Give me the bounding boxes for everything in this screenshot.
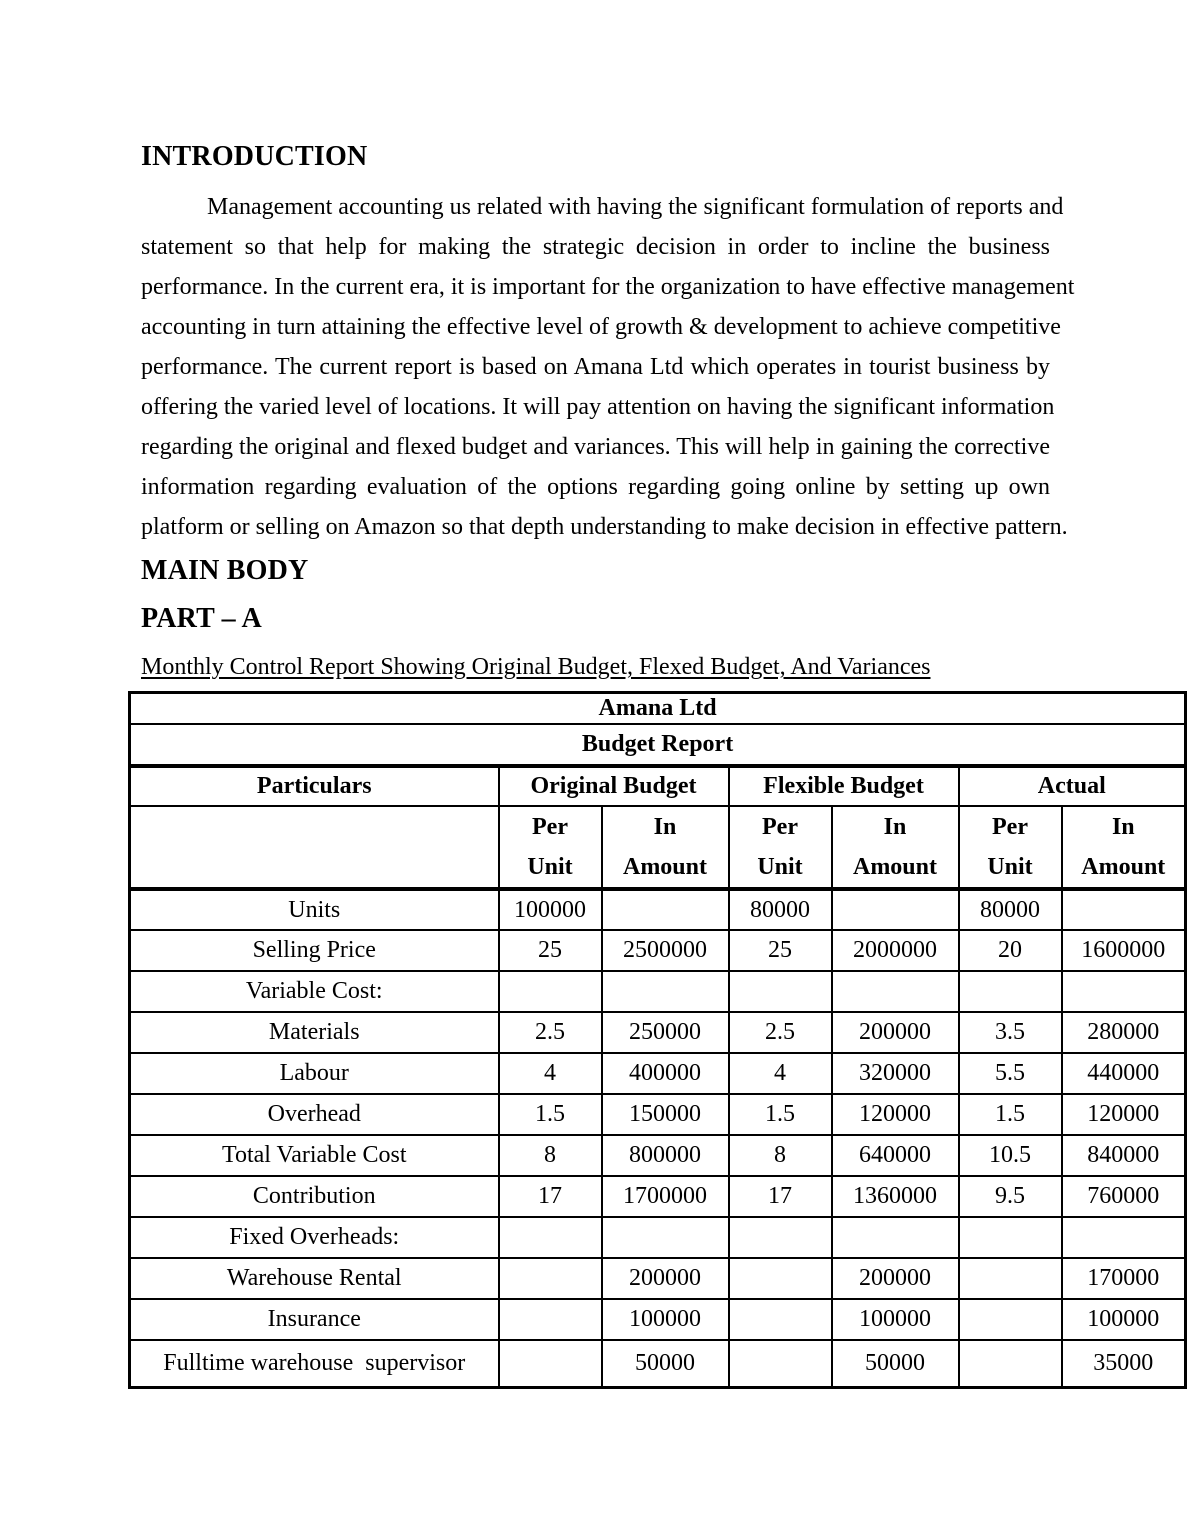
subheader-flexible-per-unit bbox=[729, 806, 832, 889]
table-cell bbox=[959, 971, 1062, 1012]
table-cell: 640000 bbox=[832, 1135, 959, 1176]
paragraph-line: Management accounting us related with having the significant formulation of reports and bbox=[207, 194, 1064, 220]
table-cell: 1360000 bbox=[832, 1176, 959, 1217]
table-row bbox=[130, 1217, 1186, 1258]
table-row bbox=[130, 1340, 1186, 1387]
column-header-original-budget: Original Budget bbox=[499, 766, 729, 806]
table-cell: 3.5 bbox=[959, 1012, 1062, 1053]
table-cell bbox=[729, 971, 832, 1012]
table-row bbox=[130, 1094, 1186, 1135]
row-label: Contribution bbox=[130, 1176, 499, 1217]
subheader-line: Amount bbox=[1081, 854, 1166, 880]
budget-table-body bbox=[130, 889, 1186, 1387]
table-cell: 50000 bbox=[602, 1340, 729, 1387]
table-cell: 400000 bbox=[602, 1053, 729, 1094]
row-label: Insurance bbox=[130, 1299, 499, 1340]
table-cell bbox=[499, 1217, 602, 1258]
table-cell: 1.5 bbox=[499, 1094, 602, 1135]
subheader-actual-per-unit bbox=[959, 806, 1062, 889]
subheader-line: Unit bbox=[757, 854, 803, 880]
table-cell: 35000 bbox=[1062, 1340, 1186, 1387]
table-cell: 100000 bbox=[602, 1299, 729, 1340]
row-label: Units bbox=[130, 889, 499, 930]
subheader-line: Unit bbox=[527, 854, 573, 880]
table-cell bbox=[602, 889, 729, 930]
paragraph-line: performance. The current report is based on Amana Ltd which operates in tourist business by bbox=[141, 354, 1050, 380]
table-cell: 1700000 bbox=[602, 1176, 729, 1217]
table-cell: 9.5 bbox=[959, 1176, 1062, 1217]
subheader-line: Per bbox=[532, 814, 568, 840]
table-cell: 150000 bbox=[602, 1094, 729, 1135]
table-cell bbox=[832, 1217, 959, 1258]
table-cell: 170000 bbox=[1062, 1258, 1186, 1299]
table-subtitle: Budget Report bbox=[130, 724, 1186, 766]
table-cell: 17 bbox=[499, 1176, 602, 1217]
table-cell bbox=[602, 1217, 729, 1258]
table-cell bbox=[729, 1217, 832, 1258]
table-cell: 8 bbox=[729, 1135, 832, 1176]
table-cell bbox=[959, 1299, 1062, 1340]
row-label: Fulltime warehouse supervisor bbox=[130, 1340, 499, 1387]
table-cell: 250000 bbox=[602, 1012, 729, 1053]
paragraph-line: offering the varied level of locations. It will pay attention on having the significant information bbox=[141, 394, 1055, 420]
table-cell: 17 bbox=[729, 1176, 832, 1217]
table-cell bbox=[1062, 1217, 1186, 1258]
table-cell bbox=[729, 1340, 832, 1387]
table-row bbox=[130, 930, 1186, 971]
table-cell bbox=[832, 971, 959, 1012]
table-cell: 1.5 bbox=[729, 1094, 832, 1135]
table-cell: 50000 bbox=[832, 1340, 959, 1387]
subheader-original-in-amount bbox=[602, 806, 729, 889]
subheader-actual-in-amount bbox=[1062, 806, 1186, 889]
table-cell: 2500000 bbox=[602, 930, 729, 971]
table-cell bbox=[959, 1340, 1062, 1387]
row-label: Overhead bbox=[130, 1094, 499, 1135]
table-cell: 120000 bbox=[1062, 1094, 1186, 1135]
subheader-line: Amount bbox=[852, 854, 937, 880]
heading-main-body: MAIN BODY bbox=[141, 555, 309, 586]
table-cell: 2000000 bbox=[832, 930, 959, 971]
row-label: Warehouse Rental bbox=[130, 1258, 499, 1299]
subheader-line: Unit bbox=[987, 854, 1033, 880]
row-label: Labour bbox=[130, 1053, 499, 1094]
table-row bbox=[130, 1012, 1186, 1053]
subheader-line: In bbox=[883, 814, 907, 840]
table-cell: 800000 bbox=[602, 1135, 729, 1176]
paragraph-line: accounting in turn attaining the effective level of growth & development to achieve competitive bbox=[141, 314, 1061, 340]
table-row bbox=[130, 1053, 1186, 1094]
table-row bbox=[130, 1176, 1186, 1217]
table-cell: 280000 bbox=[1062, 1012, 1186, 1053]
table-cell: 80000 bbox=[959, 889, 1062, 930]
row-label: Total Variable Cost bbox=[130, 1135, 499, 1176]
table-cell: 100000 bbox=[1062, 1299, 1186, 1340]
table-cell: 1.5 bbox=[959, 1094, 1062, 1135]
budget-table bbox=[128, 691, 1187, 1389]
table-cell bbox=[499, 1340, 602, 1387]
table-cell bbox=[602, 971, 729, 1012]
column-header-flexible-budget: Flexible Budget bbox=[729, 766, 959, 806]
subheader-line: Amount bbox=[622, 854, 707, 880]
subheader-original-per-unit bbox=[499, 806, 602, 889]
paragraph-line: platform or selling on Amazon so that depth understanding to make decision in effective pattern. bbox=[141, 514, 1068, 540]
table-subtitle-row bbox=[130, 724, 1186, 766]
table-cell: 10.5 bbox=[959, 1135, 1062, 1176]
subheader-line: In bbox=[653, 814, 677, 840]
table-cell bbox=[959, 1258, 1062, 1299]
table-title-row bbox=[130, 693, 1186, 725]
table-cell: 25 bbox=[499, 930, 602, 971]
column-header-particulars: Particulars bbox=[130, 766, 499, 806]
table-cell: 200000 bbox=[832, 1012, 959, 1053]
column-group-header-row bbox=[130, 766, 1186, 806]
table-cell: 20 bbox=[959, 930, 1062, 971]
table-cell: 80000 bbox=[729, 889, 832, 930]
table-cell: 120000 bbox=[832, 1094, 959, 1135]
table-cell: 320000 bbox=[832, 1053, 959, 1094]
table-cell: 440000 bbox=[1062, 1053, 1186, 1094]
table-row bbox=[130, 1135, 1186, 1176]
table-cell: 2.5 bbox=[499, 1012, 602, 1053]
table-cell bbox=[729, 1299, 832, 1340]
table-cell: 200000 bbox=[832, 1258, 959, 1299]
table-cell: 1600000 bbox=[1062, 930, 1186, 971]
table-cell bbox=[499, 1258, 602, 1299]
row-label: Fixed Overheads: bbox=[130, 1217, 499, 1258]
table-cell bbox=[499, 971, 602, 1012]
column-header-actual: Actual bbox=[959, 766, 1186, 806]
subheader-empty bbox=[130, 806, 499, 889]
table-cell: 2.5 bbox=[729, 1012, 832, 1053]
table-row bbox=[130, 971, 1186, 1012]
subheader-line: In bbox=[1111, 814, 1135, 840]
table-cell: 5.5 bbox=[959, 1053, 1062, 1094]
table-cell: 840000 bbox=[1062, 1135, 1186, 1176]
paragraph-line: regarding the original and flexed budget and variances. This will help in gaining the corrective bbox=[141, 434, 1050, 460]
table-cell: 4 bbox=[499, 1053, 602, 1094]
subheader-line: Per bbox=[992, 814, 1028, 840]
table-cell: 8 bbox=[499, 1135, 602, 1176]
table-row bbox=[130, 1299, 1186, 1340]
table-cell bbox=[832, 889, 959, 930]
table-row bbox=[130, 1258, 1186, 1299]
heading-part-a: PART – A bbox=[141, 603, 262, 634]
subheader-line: Per bbox=[762, 814, 798, 840]
table-cell: 100000 bbox=[832, 1299, 959, 1340]
table-cell bbox=[729, 1258, 832, 1299]
table-title: Amana Ltd bbox=[130, 693, 1186, 725]
table-cell: 4 bbox=[729, 1053, 832, 1094]
table-cell bbox=[959, 1217, 1062, 1258]
heading-introduction: INTRODUCTION bbox=[141, 141, 368, 172]
table-cell: 200000 bbox=[602, 1258, 729, 1299]
table-cell: 100000 bbox=[499, 889, 602, 930]
column-subheader-row bbox=[130, 806, 1186, 889]
row-label: Materials bbox=[130, 1012, 499, 1053]
table-header bbox=[130, 693, 1186, 890]
intro-paragraph bbox=[141, 187, 1075, 547]
paragraph-line: information regarding evaluation of the options regarding going online by setting up own bbox=[141, 474, 1050, 500]
paragraph-line: performance. In the current era, it is important for the organization to have effective management bbox=[141, 274, 1075, 300]
paragraph-line: statement so that help for making the strategic decision in order to incline the business bbox=[141, 234, 1050, 260]
table-cell bbox=[1062, 889, 1186, 930]
table-cell: 25 bbox=[729, 930, 832, 971]
row-label: Selling Price bbox=[130, 930, 499, 971]
table-cell bbox=[499, 1299, 602, 1340]
subheader-flexible-in-amount bbox=[832, 806, 959, 889]
table-caption: Monthly Control Report Showing Original Budget, Flexed Budget, And Variances bbox=[141, 654, 931, 680]
row-label: Variable Cost: bbox=[130, 971, 499, 1012]
table-cell bbox=[1062, 971, 1186, 1012]
table-cell: 760000 bbox=[1062, 1176, 1186, 1217]
table-row bbox=[130, 889, 1186, 930]
